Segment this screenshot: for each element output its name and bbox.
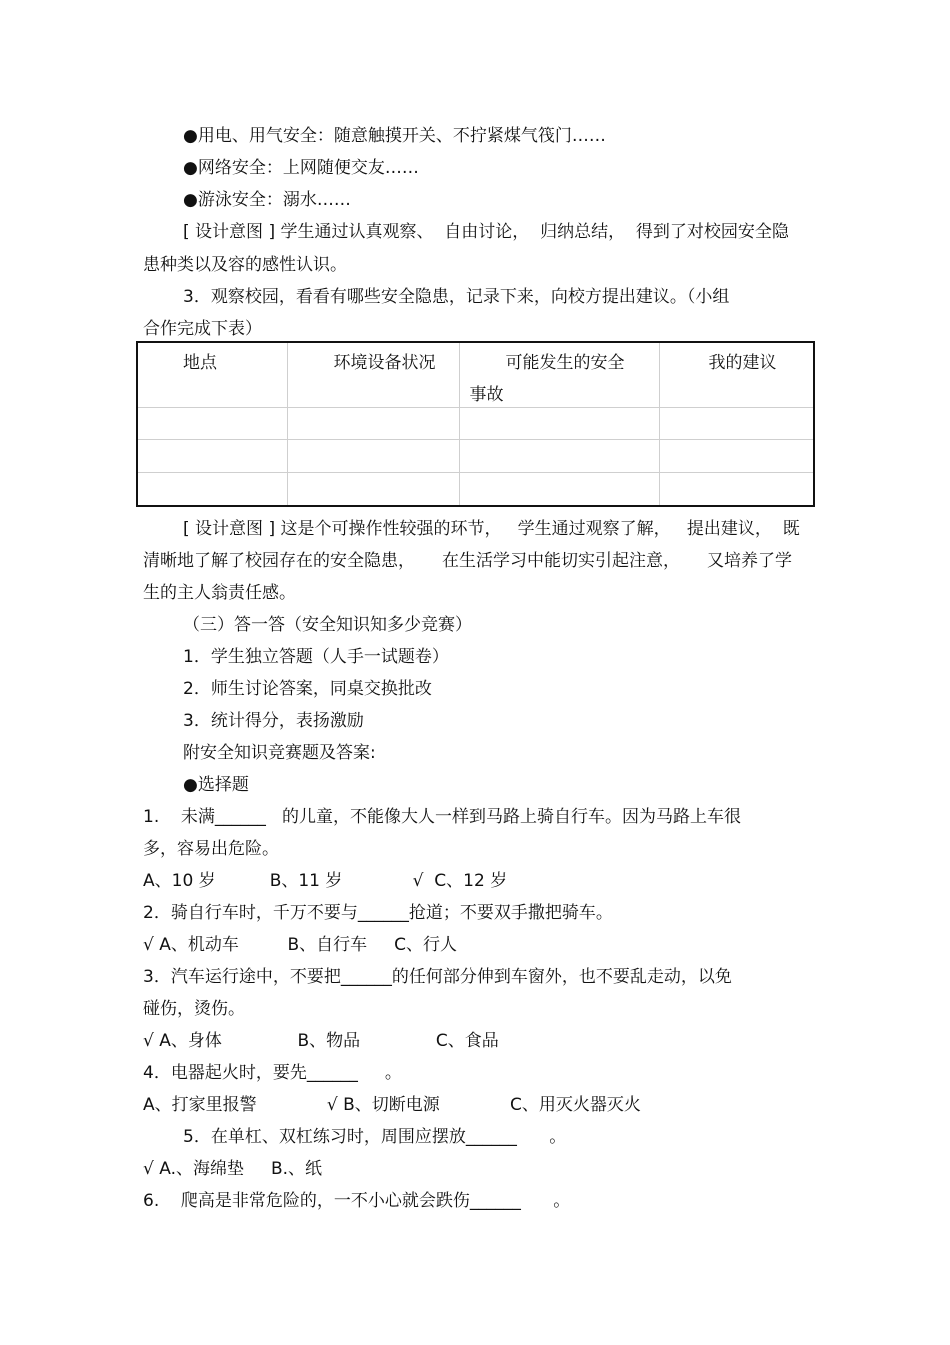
question-6-line1: 6. 爬高是非常危险的，一不小心就会跌伤______ 。 [143, 1191, 571, 1211]
header-location: 地点 [137, 342, 287, 407]
design-intent-1-line1: [ 设计意图 ] 学生通过认真观察、 自由讨论， 归纳总结， 得到了对校园安全隐 [183, 222, 789, 242]
question-4-line1: 4．电器起火时，要先______ 。 [143, 1063, 402, 1083]
question-3-line2: 碰伤，烫伤。 [143, 999, 245, 1019]
design-intent-2-line3: 生的主人翁责任感。 [143, 583, 296, 603]
question-1-options: A、10 岁 B、11 岁 √ C、12 岁 [143, 871, 508, 891]
bullet-network-safety: ●网络安全：上网随便交友…… [183, 158, 419, 178]
bullet-swimming-safety: ●游泳安全：溺水…… [183, 190, 351, 210]
campus-safety-survey-table [136, 341, 815, 507]
design-intent-1-line2: 患种类以及容的感性认识。 [143, 255, 347, 275]
table-row [137, 440, 814, 473]
table-header-row [137, 342, 814, 407]
section-3-step-2: 2．师生讨论答案，同桌交换批改 [183, 679, 432, 699]
header-my-suggestion: 我的建议 [659, 342, 814, 407]
design-intent-2-line1: [ 设计意图 ] 这是个可操作性较强的环节， 学生通过观察了解， 提出建议， 既 [183, 519, 800, 539]
section-3-title: （三）答一答（安全知识知多少竞赛） [183, 615, 472, 635]
question-3-line1: 3．汽车运行途中，不要把______的任何部分伸到车窗外，也不要乱走动，以免 [143, 967, 732, 987]
question-2-line1: 2．骑自行车时，千万不要与______抢道；不要双手撒把骑车。 [143, 903, 613, 923]
appendix-heading: 附安全知识竞赛题及答案: [183, 743, 376, 763]
table-row [137, 407, 814, 440]
header-possible-accidents: 可能发生的安全 事故 [459, 342, 659, 407]
section-3-step-1: 1．学生独立答题（人手一试题卷） [183, 647, 449, 667]
task-3-line2: 合作完成下表） [143, 319, 262, 339]
question-1-line2: 多，容易出危险。 [143, 839, 279, 859]
table-row [137, 473, 814, 506]
choice-questions-heading: ●选择题 [183, 775, 249, 795]
question-4-options: A、打家里报警 √ B、切断电源 C、用灭火器灭火 [143, 1095, 641, 1115]
design-intent-2-line2: 清晰地了解了校园存在的安全隐患， 在生活学习中能切实引起注意， 又培养了学 [143, 551, 793, 571]
question-5-options: √ A.、海绵垫 B.、纸 [143, 1159, 323, 1179]
header-environment-status: 环境设备状况 [287, 342, 459, 407]
question-5-line1: 5．在单杠、双杠练习时，周围应摆放______ 。 [183, 1127, 567, 1147]
bullet-electric-gas-safety: ●用电、用气安全：随意触摸开关、不拧紧煤气筏门…… [183, 126, 606, 146]
question-1-line1: 1. 未满______ 的儿童，不能像大人一样到马路上骑自行车。因为马路上车很 [143, 807, 742, 827]
question-3-options: √ A、身体 B、物品 C、食品 [143, 1031, 499, 1051]
task-3-line1: 3．观察校园，看看有哪些安全隐患，记录下来，向校方提出建议。（小组 [183, 287, 730, 307]
question-2-options: √ A、机动车 B、自行车 C、行人 [143, 935, 458, 955]
section-3-step-3: 3．统计得分，表扬激励 [183, 711, 364, 731]
